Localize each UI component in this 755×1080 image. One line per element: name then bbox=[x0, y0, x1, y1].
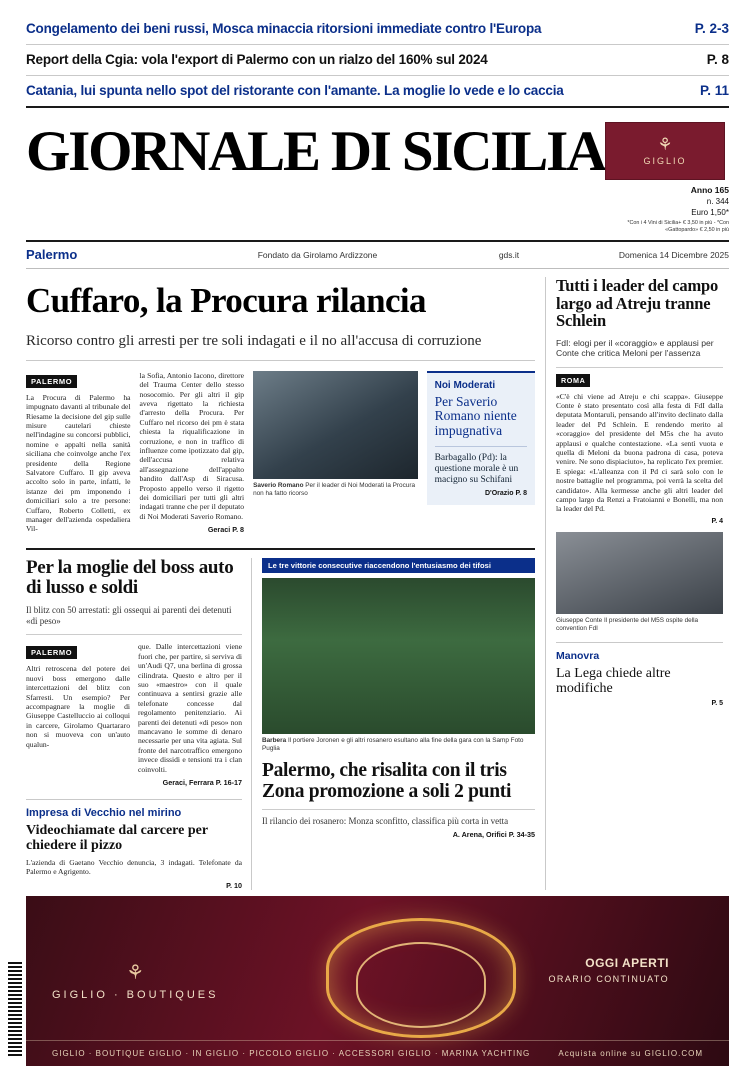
lead-headline[interactable]: Cuffaro, la Procura rilancia bbox=[26, 281, 426, 320]
left-column bbox=[26, 277, 546, 890]
secondary-body-2: que. Dalle intercettazioni viene fuori che, per partire, si serviva di un'Audi Q7, una berlina di grossa cilindrata. Questo e altro per il suo «maestro» con il quale continuava a sentirsi grazie alle telefonate concesse dal regolamento penitenziario. Ai parenti dei detenuti «di peso» non mancavano le somme di denaro necessarie per una vita agiata. Sul fronte del narcotraffico emergono invece dissidi e tensioni tra i clan coinvolti. bbox=[138, 642, 242, 774]
sidebox-subtitle: Barbagallo (Pd): la questione morale è un macigno su Schifani bbox=[434, 453, 519, 486]
right-subhead: FdI: elogi per il «coraggio» e applausi per Conte che critica Meloni per l'assenza bbox=[556, 338, 723, 368]
secondary-extra-article[interactable] bbox=[26, 799, 242, 890]
manovra-kicker: Manovra bbox=[556, 649, 600, 662]
secondary-byline[interactable]: Geraci, Ferrara P. 16-17 bbox=[162, 778, 242, 787]
manovra-title: La Lega chiede altre modifiche bbox=[556, 665, 671, 696]
manovra-article[interactable] bbox=[556, 642, 723, 707]
sport-caption-text: Il portiere Joronen e gli altri rosanero esultano alla fine della gara con la Samp Foto Puglia bbox=[262, 737, 524, 753]
sport-kicker: Le tre vittorie consecutive riaccendono l'entusiasmo dei tifosi bbox=[262, 558, 535, 573]
issue-year: Anno 165 bbox=[690, 185, 729, 195]
extra-title: Videochiamate dal carcere per chiedere il pizzo bbox=[26, 823, 208, 853]
lead-photo-caption bbox=[253, 482, 418, 498]
edition-city: Palermo bbox=[26, 247, 78, 262]
manovra-page: P. 5 bbox=[711, 699, 723, 707]
teaser-item[interactable] bbox=[26, 76, 729, 108]
issue-date: Domenica 14 Dicembre 2025 bbox=[618, 249, 729, 260]
secondary-column-2 bbox=[138, 642, 242, 787]
teaser-item[interactable] bbox=[26, 14, 729, 45]
lead-sidebox-column bbox=[427, 371, 535, 535]
masthead-logo-block bbox=[26, 118, 606, 183]
sponsor-logo[interactable] bbox=[605, 122, 725, 180]
lead-sidebox[interactable] bbox=[427, 371, 535, 506]
secondary-kicker: PALERMO bbox=[26, 646, 77, 659]
sidebox-title: Per Saverio Romano niente impugnativa bbox=[434, 393, 517, 438]
edition-bar bbox=[26, 240, 729, 269]
right-body: «C'è chi viene ad Atreju e chi scappa». Giuseppe Conte è stato presentato così alla festa di FdI dalla deputata Montaruli, pensando all'invito declinato dalla leader del Pd Schlein. E rendendo merito al «coraggio» del presidente del M5s che ha avuto applausi e qualche contestazione. «La sentì vuota e quella di Meloni da buona padrona di casa, poteva venire. Ne sono dispiaciuto», ha replicato l'ex premier. E spiega: «L'alleanza con il Pd ci sarà solo con le nostre battaglie nel programma, poi verrà la scelta del candidato». Alla kermesse anche gli altri leader del campo largo da Renzi a Fratoianni e Bonelli, ma non la leader del Pd. bbox=[556, 391, 723, 514]
ad-claim-line-1: OGGI APERTI bbox=[585, 956, 669, 970]
right-headline[interactable]: Tutti i leader del campo largo ad Atreju tranne Schlein bbox=[556, 276, 719, 330]
teaser-text: Catania, lui spunta nello spot del ristorante con l'amante. La moglie lo vede e lo caccia bbox=[26, 83, 564, 98]
lead-article bbox=[26, 371, 535, 535]
ad-brand-logo bbox=[52, 960, 218, 1001]
main-content bbox=[26, 277, 729, 890]
sport-photo[interactable] bbox=[262, 578, 535, 734]
sport-headline-1[interactable]: Palermo, che risalita con il tris bbox=[262, 760, 507, 782]
lead-body-2: la Sofia, Antonio Iacono, direttore del Trauma Center dello stesso nosocomio. Per gli altri il gip aveva rigettato la richiesta d'arresto della Procura. Per Cuffaro nel ricorso dei pm è stata chiesta la riqualificazione in corruzione, e non in traffico di influenze come ipotizzato dal gip, dell'accusa relativa all'assegnazione dell'appalto bandito dall'Asp di Siracusa. Proposto appello verso il rigetto dei domiciliari per tutti gli altri indagati tranne che per il deputato di Noi Moderati Saverio Romano. bbox=[139, 370, 245, 521]
sport-headline-2[interactable]: Zona promozione a soli 2 punti bbox=[262, 781, 512, 803]
ad-stores-list: GIGLIO · BOUTIQUE GIGLIO · IN GIGLIO · PICCOLO GIGLIO · ACCESSORI GIGLIO · MARINA YACHTING bbox=[52, 1049, 531, 1058]
teaser-item[interactable] bbox=[26, 45, 729, 76]
ad-footer bbox=[26, 1040, 729, 1066]
secondary-body-1: Altri retroscena del potere dei nuovi boss emergono dalle intercettazioni del blitz con Sfarresti. Un esempio? Per accompagnare la moglie di Giuseppe Castelluccio ai colloqui in carcere, Girolamo Quartararo non si muoveva con un'auto qualun- bbox=[26, 664, 130, 749]
sport-article bbox=[262, 558, 535, 890]
ad-claim-line-2: ORARIO CONTINUATO bbox=[548, 974, 669, 984]
sport-subhead: Il rilancio dei rosanero: Monza sconfitto, classifica più corta in vetta bbox=[262, 809, 535, 826]
issue-price: Euro 1,50* bbox=[691, 208, 729, 217]
lead-photo[interactable] bbox=[253, 371, 418, 479]
teaser-text: Congelamento dei beni russi, Mosca minaccia ritorsioni immediate contro l'Europa bbox=[26, 21, 542, 36]
sidebox-kicker: Noi Moderati bbox=[434, 379, 496, 391]
secondary-body bbox=[26, 642, 242, 787]
flower-icon: ⚘ bbox=[126, 962, 145, 984]
extra-page: P. 10 bbox=[226, 880, 242, 890]
lead-byline[interactable]: Geraci P. 8 bbox=[207, 525, 245, 535]
right-photo-caption: Giuseppe Conte Il presidente del M5S ospite della convention FdI bbox=[556, 616, 699, 632]
masthead-right bbox=[605, 118, 729, 234]
extra-kicker: Impresa di Vecchio nel mirino bbox=[26, 807, 182, 819]
flower-icon: ⚘ bbox=[657, 134, 673, 154]
sidebox-byline[interactable]: D'Orazio P. 8 bbox=[485, 490, 527, 498]
sidebox-divider bbox=[435, 446, 527, 447]
ad-claim bbox=[549, 956, 669, 984]
secondary-row bbox=[26, 548, 535, 890]
barcode bbox=[8, 960, 22, 1056]
issue-info bbox=[605, 185, 729, 218]
right-photo[interactable] bbox=[556, 532, 723, 614]
website-link[interactable]: gds.it bbox=[498, 249, 520, 260]
lead-subhead: Ricorso contro gli arresti per tre soli indagati e il no all'accusa di corruzione bbox=[26, 333, 535, 361]
teaser-text: Report della Cgia: vola l'export di Palermo con un rialzo del 160% sul 2024 bbox=[26, 52, 488, 67]
page-title: GIORNALE DI SICILIA bbox=[26, 120, 606, 183]
sponsor-name: GIGLIO bbox=[643, 155, 687, 166]
secondary-column-1 bbox=[26, 642, 130, 787]
secondary-headline[interactable]: Per la moglie del boss auto di lusso e soldi bbox=[26, 557, 234, 598]
ad-online-link[interactable]: Acquista online su GIGLIO.COM bbox=[558, 1049, 703, 1058]
bottom-advertisement[interactable] bbox=[26, 896, 729, 1066]
top-teasers bbox=[0, 0, 755, 114]
sport-byline[interactable]: A. Arena, Orifici P. 34-35 bbox=[452, 830, 535, 840]
right-column bbox=[546, 277, 723, 890]
lead-text-column-1 bbox=[26, 371, 131, 535]
right-kicker: ROMA bbox=[556, 374, 590, 387]
lead-photo-column bbox=[253, 371, 418, 535]
sport-caption-bold: Barbera bbox=[262, 737, 287, 745]
issue-price-note: *Con i 4 Vini di Sicilia+ € 3,50 in più - *Con «Gattopardo» € 2,50 in più bbox=[627, 220, 729, 233]
founder-line: Fondato da Girolamo Ardizzone bbox=[257, 249, 378, 260]
teaser-page: P. 8 bbox=[706, 52, 729, 67]
extra-text: L'azienda di Gaetano Vecchio denuncia, 3 indagati. Telefonate da Palermo e Agrigento. bbox=[26, 858, 242, 877]
lead-photo-caption-text: Per il leader di Noi Moderati la Procura non ha fatto ricorso bbox=[253, 481, 416, 497]
lead-body-1: La Procura di Palermo ha impugnato davanti al tribunale del Riesame la decisione del gip sulle misure cautelari chieste nell'indagine su concorsi pubblici, nomine e appalti nella sanità siciliana che coinvolge anche l'ex presidente della Regione Salvatore Cuffaro. Il gip aveva accolto solo in parte, infatti, le istanze dei pm imponendo i domiciliari solo a tre persone: Cuffaro, Roberto Colletti, ex manager dell'azienda ospedaliera Vil- bbox=[26, 392, 131, 534]
teaser-page: P. 11 bbox=[699, 83, 729, 98]
lead-text-column-2 bbox=[140, 371, 245, 535]
ad-brand-name: GIGLIO · BOUTIQUES bbox=[52, 989, 219, 1001]
teaser-page: P. 2-3 bbox=[694, 21, 729, 36]
jewelry-graphic-inner bbox=[356, 942, 486, 1028]
lead-photo-caption-name: Saverio Romano bbox=[253, 481, 304, 489]
secondary-article bbox=[26, 558, 252, 890]
right-page: P. 4 bbox=[711, 517, 723, 525]
masthead bbox=[0, 114, 755, 234]
secondary-subhead: Il blitz con 50 arrestati: gli ossequi ai parenti dei detenuti «di peso» bbox=[26, 605, 242, 635]
sport-photo-caption bbox=[262, 737, 535, 753]
lead-kicker: PALERMO bbox=[26, 375, 77, 388]
issue-number: n. 344 bbox=[706, 197, 729, 206]
